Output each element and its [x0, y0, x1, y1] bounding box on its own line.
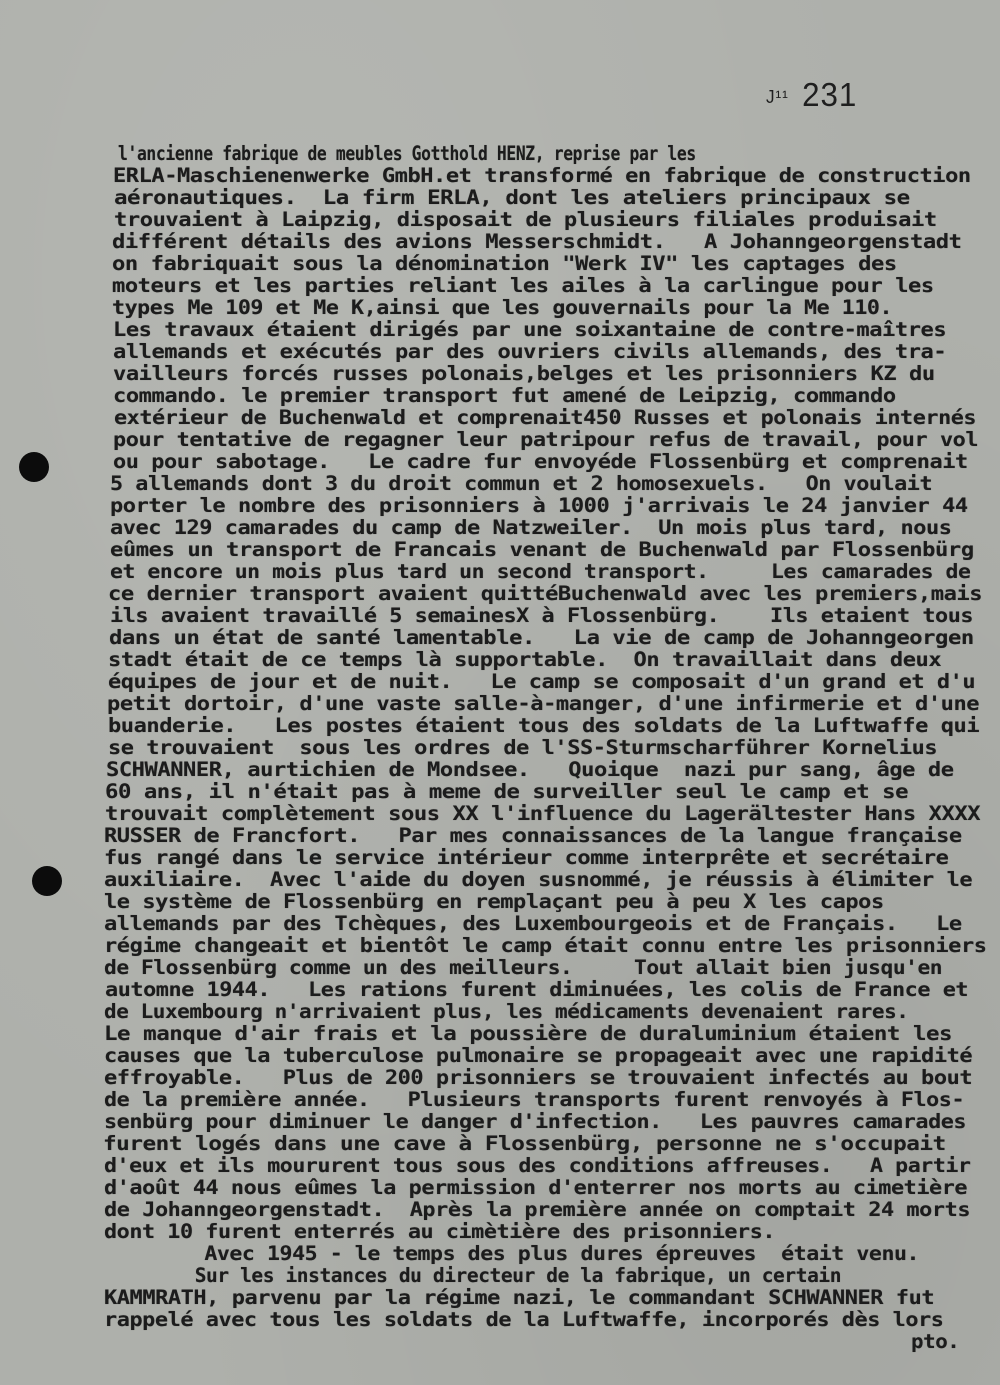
- text-line: petit dortoir, d'une vaste salle-à-manger, d'une infirmerie et d'une: [107, 692, 980, 715]
- text-line: ou pour sabotage. Le cadre fur envoyéde Flossenbürg et comprenait: [113, 450, 968, 473]
- page-mark: J¹¹: [766, 87, 789, 107]
- text-line: ils avaient travaillé 5 semainesX à Flossenbürg. Ils etaient tous: [110, 604, 974, 627]
- text-line: 5 allemands dont 3 du droit commun et 2 homosexuels. On voulait: [110, 472, 933, 495]
- text-line: auxiliaire. Avec l'aide du doyen susnommé, je réussis à élimiter le: [104, 868, 973, 891]
- text-line: dans un état de santé lamentable. La vie de camp de Johanngeorgen: [109, 626, 974, 649]
- text-line: aéronautiques. La firm ERLA, dont les ateliers principaux se: [114, 186, 910, 209]
- text-line: de la première année. Plusieurs transports furent renvoyés à Flos-: [104, 1088, 965, 1111]
- text-line: Le manque d'air frais et la poussière de duraluminium étaient les: [104, 1022, 953, 1045]
- text-line: SCHWANNER, aurtichien de Mondsee. Quoique nazi pur sang, âge de: [106, 758, 954, 781]
- text-line: eûmes un transport de Francais venant de Buchenwald par Flossenbürg: [110, 538, 974, 561]
- text-line: porter le nombre des prisonniers à 1000 j'arrivais le 24 janvier 44: [110, 494, 968, 517]
- text-line: de Luxembourg n'arrivaient plus, les médicaments devenaient rares.: [104, 1000, 909, 1023]
- text-line: types Me 109 et Me K,ainsi que les gouvernails pour la Me 110.: [112, 296, 893, 319]
- text-line: dont 10 furent enterrés au cimètière des prisonniers.: [104, 1220, 776, 1243]
- text-line: buanderie. Les postes étaient tous des soldats de la Luftwaffe qui: [108, 714, 980, 737]
- text-line: d'eux et ils moururent tous sous des conditions affreuses. A partir: [104, 1154, 971, 1177]
- page-number-value: 231: [802, 76, 858, 113]
- text-line: pour tentative de regagner leur patripour refus de travail, pour vol: [113, 428, 979, 451]
- text-line: de Johanngeorgenstadt. Après la première année on comptait 24 morts: [104, 1198, 971, 1221]
- text-line: RUSSER de Francfort. Par mes connaissances de la langue française: [104, 824, 962, 847]
- text-line: 60 ans, il n'était pas à meme de surveiller seul le camp et se: [105, 780, 909, 803]
- text-line: commando. le premier transport fut amené de Leipzig, commando: [113, 384, 896, 407]
- text-line: ERLA-Maschienenwerke GmbH.et transformé en fabrique de construction: [113, 164, 971, 187]
- text-line: senbürg pour diminuer le danger d'infection. Les pauvres camarades: [104, 1110, 967, 1133]
- text-line: l'ancienne fabrique de meubles Gotthold HENZ, reprise par les: [118, 142, 696, 165]
- text-line: Sur les instances du directeur de la fabrique, un certain: [104, 1264, 842, 1287]
- text-line: d'août 44 nous eûmes la permission d'enterrer nos morts au cimetière: [104, 1176, 968, 1199]
- text-line: se trouvaient sous les ordres de l'SS-Sturmscharführer Kornelius: [108, 736, 938, 759]
- text-line: équipes de jour et de nuit. Le camp se composait d'un grand et d'u: [108, 670, 976, 693]
- text-line: extérieur de Buchenwald et comprenait450 Russes et polonais internés: [114, 406, 977, 429]
- text-line: automne 1944. Les rations furent diminuées, les colis de France et: [105, 978, 969, 1001]
- text-line: Les travaux étaient dirigés par une soixantaine de contre-maîtres: [113, 318, 947, 341]
- text-line: stadt était de ce temps là supportable. On travaillait dans deux: [108, 648, 942, 671]
- text-line: moteurs et les parties reliant les ailes à la carlingue pour les: [112, 274, 934, 297]
- text-line: de Flossenbürg comme un des meilleurs. Tout allait bien jusqu'en: [104, 956, 943, 979]
- text-line: effroyable. Plus de 200 prisonniers se trouvaient infectés au bout: [104, 1066, 973, 1089]
- text-line: Avec 1945 - le temps des plus dures épreuves était venu.: [104, 1242, 920, 1265]
- text-line: furent logés dans une cave à Flossenbürg, personne ne s'occupait: [103, 1132, 946, 1155]
- text-line: différent détails des avions Messerschmidt. A Johanngeorgenstadt: [112, 230, 962, 253]
- text-line: pto.: [911, 1330, 960, 1353]
- text-line: régime changeait et bientôt le camp était connu entre les prisonniers: [104, 934, 987, 957]
- text-line: vailleurs forcés russes polonais,belges et les prisonniers KZ du: [113, 362, 935, 385]
- text-line: on fabriquait sous la dénomination "Werk IV" les captages des: [112, 252, 897, 275]
- text-line: trouvaient à Laipzig, disposait de plusieurs filiales produisait: [114, 208, 937, 231]
- text-line: ce dernier transport avaient quittéBuchenwald avec les premiers,mais: [108, 582, 983, 605]
- text-line: rappelé avec tous les soldats de la Luftwaffe, incorporés dès lors: [104, 1308, 944, 1331]
- text-line: causes que la tuberculose pulmonaire se propageait avec une rapidité: [104, 1044, 973, 1067]
- text-line: KAMMRATH, parvenu par la régime nazi, le commandant SCHWANNER fut: [104, 1286, 935, 1309]
- text-line: trouvait complètement sous XX l'influence du Lagerältester Hans XXXX: [105, 802, 981, 825]
- text-line: fus rangé dans le service intérieur comme interprête et secrétaire: [104, 846, 949, 869]
- text-line: allemands et exécutés par des ouvriers civils allemands, des tra-: [113, 340, 947, 363]
- text-line: et encore un mois plus tard un second transport. Les camarades de: [110, 560, 971, 583]
- text-line: avec 129 camarades du camp de Natzweiler. Un mois plus tard, nous: [110, 516, 952, 539]
- text-line: le système de Flossenbürg en remplaçant peu à peu X les capos: [104, 890, 884, 913]
- text-line: allemands par des Tchèques, des Luxembourgeois et de Français. Le: [104, 912, 962, 935]
